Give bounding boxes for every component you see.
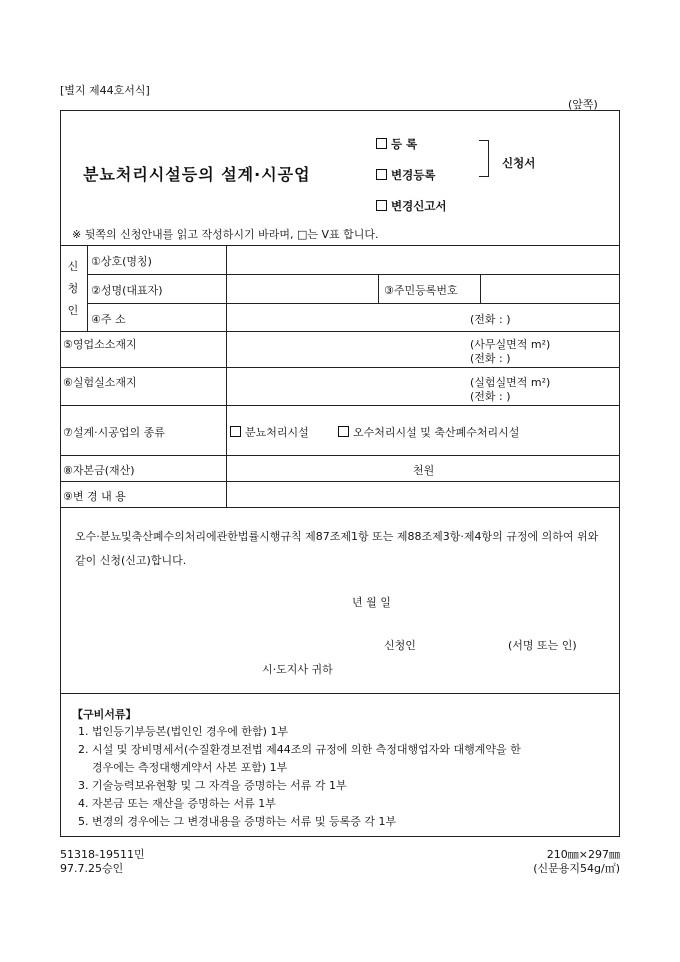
- checkbox-wastewater-facility[interactable]: [338, 426, 349, 437]
- option-change-report[interactable]: [376, 198, 447, 214]
- checkbox-change-report[interactable]: [376, 200, 387, 211]
- rule: [480, 274, 481, 303]
- instruction-note: ※ 뒷쪽의 신청안내를 읽고 작성하시기 바라며, □는 V표 합니다.: [72, 228, 379, 241]
- list-item: 1. 법인등기부등본(법인인 경우에 한함) 1부: [78, 725, 289, 738]
- company-name-label: ①상호(명칭): [91, 255, 152, 268]
- capital-label: ⑧자본금(재산): [63, 464, 135, 477]
- option-change-registration-label: 변경등록: [391, 168, 436, 182]
- option-bracket: [479, 140, 489, 177]
- company-name-field[interactable]: [228, 247, 618, 273]
- rule: [61, 405, 619, 406]
- list-item: 3. 기술능력보유현황 및 그 자격을 증명하는 서류 각 1부: [78, 779, 347, 792]
- representative-name-label: ②성명(대표자): [91, 284, 163, 297]
- rule: [226, 245, 227, 507]
- list-item: 경우에는 측정대행계약서 사본 포함) 1부: [92, 761, 288, 774]
- list-item: 2. 시설 및 장비명세서(수질환경보전법 제44조의 규정에 의한 측정대행업자와 대행계약을 한: [78, 743, 521, 756]
- checkbox-registration[interactable]: [376, 138, 387, 149]
- changes-label: ⑨변 경 내 용: [63, 490, 126, 503]
- resident-number-field[interactable]: [482, 276, 618, 302]
- applicant-side-label-3: 인: [67, 304, 79, 317]
- representative-name-field[interactable]: [228, 276, 376, 302]
- required-docs-list: [78, 723, 521, 831]
- changes-field[interactable]: [228, 483, 618, 505]
- form-title: 분뇨처리시설등의 설계·시공업: [83, 165, 311, 184]
- required-docs-title: 【구비서류】: [72, 708, 137, 721]
- footer-left: [60, 848, 145, 876]
- approval-date: 97.7.25승인: [60, 862, 124, 875]
- rule: [61, 245, 619, 246]
- address-phone: (전화 : ): [470, 313, 511, 326]
- option-change-registration[interactable]: [376, 167, 435, 183]
- rule: [378, 274, 379, 303]
- checkbox-change-registration[interactable]: [376, 169, 387, 180]
- footer-right: [533, 848, 620, 876]
- paper-type: (신문용지54g/㎡): [533, 862, 620, 875]
- rule: [61, 481, 619, 482]
- business-type-option-1-label: 분뇨처리시설: [245, 426, 309, 439]
- paper-size: 210㎜×297㎜: [546, 848, 620, 861]
- rule: [87, 274, 619, 275]
- declaration-applicant: 신청인: [384, 639, 416, 652]
- business-type-option-2[interactable]: [338, 424, 519, 440]
- form-number: [별지 제44호서식]: [60, 84, 150, 97]
- office-phone: (전화 : ): [470, 352, 511, 365]
- form-code: 51318-19511민: [60, 848, 145, 861]
- business-type-label: ⑦설계·시공업의 종류: [63, 426, 165, 439]
- rule: [61, 455, 619, 456]
- page-side-label: (앞쪽): [568, 98, 598, 111]
- option-change-report-label: 변경신고서: [391, 199, 447, 213]
- resident-number-label: ③주민등록번호: [384, 284, 458, 297]
- checkbox-sewage-facility[interactable]: [230, 426, 241, 437]
- capital-unit: 천원: [413, 464, 435, 477]
- lab-location-label: ⑥실험실소재지: [63, 376, 137, 389]
- lab-area: (실험실면적 m²): [470, 376, 551, 389]
- address-label: ④주 소: [91, 313, 126, 326]
- business-location-label: ⑤영업소소재지: [63, 338, 137, 351]
- rule: [87, 245, 88, 331]
- rule: [61, 367, 619, 368]
- applicant-type: 신청서: [502, 156, 536, 170]
- business-type-option-1[interactable]: [230, 424, 309, 440]
- rule: [61, 331, 619, 332]
- office-area: (사무실면적 m²): [470, 338, 551, 351]
- applicant-side-label-1: 신: [67, 260, 79, 273]
- declaration-text: 오수·분뇨및축산폐수의처리에관한법률시행규칙 제87조제1항 또는 제88조제3항·제4항의 규정에 의하여 위와 같이 신청(신고)합니다.: [75, 530, 599, 567]
- lab-phone: (전화 : ): [470, 390, 511, 403]
- signature-label: (서명 또는 인): [508, 639, 577, 652]
- rule: [61, 507, 619, 508]
- list-item: 5. 변경의 경우에는 그 변경내용을 증명하는 서류 및 등록증 각 1부: [78, 815, 397, 828]
- rule: [87, 303, 619, 304]
- option-registration-label: 등 록: [391, 137, 418, 151]
- applicant-side-label-2: 청: [67, 282, 79, 295]
- declaration-date: 년 월 일: [352, 596, 391, 609]
- list-item: 4. 자본금 또는 재산을 증명하는 서류 1부: [78, 797, 276, 810]
- recipient: 시·도지사 귀하: [262, 663, 333, 676]
- rule: [61, 693, 619, 694]
- business-type-option-2-label: 오수처리시설 및 축산폐수처리시설: [353, 426, 520, 439]
- option-registration[interactable]: [376, 136, 417, 152]
